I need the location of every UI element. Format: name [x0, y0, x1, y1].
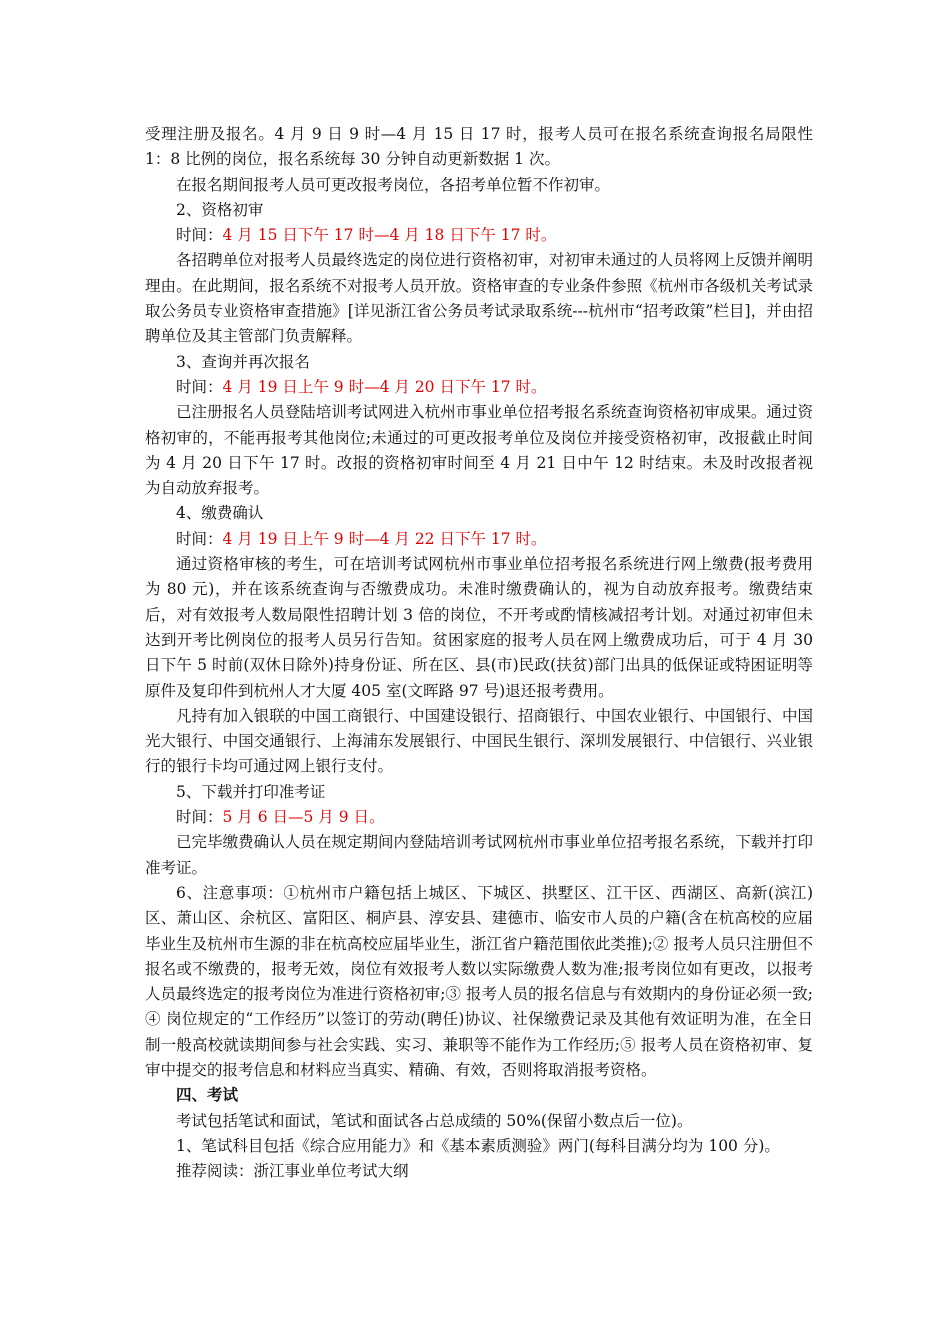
paragraph-recommended-reading: 推荐阅读：浙江事业单位考试大纲: [176, 1162, 409, 1181]
heading-query-reapply: 3、查询并再次报名: [176, 352, 310, 371]
heading-payment: 4、缴费确认: [176, 504, 264, 523]
time-label: 时间：: [176, 529, 223, 548]
paragraph-change-post: 在报名期间报考人员可更改报考岗位，各招考单位暂不作初审。: [176, 175, 611, 194]
paragraph-exam-composition: 考试包括笔试和面试，笔试和面试各占总成绩的 50%(保留小数点后一位)。: [176, 1111, 693, 1130]
paragraph-notes: 6、注意事项：①杭州市户籍包括上城区、下城区、拱墅区、江干区、西湖区、高新(滨江)区、萧山区、余杭区、富阳区、桐庐县、淳安县、建德市、临安市人员的户籍(含在杭高校的应届毕业生及杭州市生源的非在杭高校应届毕业生，浙江省户籍范围依此类推);② 报考人员只注册但不报名或不缴费的，报考无效，岗位有效报考人数以实际缴费人数为准;报考岗位如有更改，以报考人员最终选定的报考岗位为准进行资格初审;③ 报考人员的报名信息与有效期内的身份证必须一致;④ 岗位规定的“工作经历”以签订的劳动(聘任)协议、社保缴费记录及其他有效证明为准，在全日制一般高校就读期间参与社会实践、实习、兼职等不能作为工作经历;⑤ 报考人员在资格初审、复审中提交的报考信息和材料应当真实、精确、有效，否则将取消报考资格。: [145, 883, 813, 1079]
section-heading-exam: 四、考试: [176, 1086, 239, 1105]
time-admission-ticket: [145, 805, 813, 830]
time-value: 4 月 15 日下午 17 时—4 月 18 日下午 17 时。: [222, 226, 557, 245]
paragraph-payment-details: 通过资格审核的考生，可在培训考试网杭州市事业单位招考报名系统进行网上缴费(报考费用为 80 元)，并在该系统查询与否缴费成功。未准时缴费确认的，视为自动放弃报考。缴费结束后，对有效报考人数局限性招聘计划 3 倍的岗位，不开考或酌情核减招考计划。对通过初审但未达到开考比例岗位的报考人员另行告知。贫困家庭的报考人员在网上缴费成功后，可于 4 月 30 日下午 5 时前(双休日除外)持身份证、所在区、县(市)民政(扶贫)部门出具的低保证或特困证明等原件及复印件到杭州人才大厦 405 室(文晖路 97 号)退还报考费用。: [145, 555, 813, 700]
time-value: 4 月 19 日上午 9 时—4 月 20 日下午 17 时。: [222, 377, 547, 396]
paragraph-ticket-details: 已完毕缴费确认人员在规定期间内登陆培训考试网杭州市事业单位招考报名系统，下载并打印准考证。: [145, 833, 813, 877]
paragraph-written-subjects: 1、笔试科目包括《综合应用能力》和《基本素质测验》两门(每科目满分均为 100 分)。: [176, 1136, 780, 1155]
time-label: 时间：: [176, 808, 223, 827]
paragraph-query-details: 已注册报名人员登陆培训考试网进入杭州市事业单位招考报名系统查询资格初审成果。通过资格初审的，不能再报考其他岗位;未通过的可更改报考单位及岗位并接受资格初审，改报截止时间为 4 月 20 日下午 17 时。改报的资格初审时间至 4 月 21 日中午 12 时结束。未及时改报者视为自动放弃报考。: [145, 403, 813, 498]
time-query-reapply: [145, 375, 813, 400]
document-page: [145, 122, 813, 1184]
heading-admission-ticket: 5、下载并打印准考证: [176, 782, 326, 801]
paragraph-registration: 受理注册及报名。4 月 9 日 9 时—4 月 15 日 17 时，报考人员可在报名系统查询报名局限性 1：8 比例的岗位，报名系统每 30 分钟自动更新数据 1 次。: [145, 125, 813, 169]
time-label: 时间：: [176, 377, 223, 396]
time-label: 时间：: [176, 226, 223, 245]
heading-qualification-review: 2、资格初审: [176, 200, 264, 219]
paragraph-banks: 凡持有加入银联的中国工商银行、中国建设银行、招商银行、中国农业银行、中国银行、中国光大银行、中国交通银行、上海浦东发展银行、中国民生银行、深圳发展银行、中信银行、兴业银行的银行卡均可通过网上银行支付。: [145, 706, 813, 776]
time-value: 4 月 19 日上午 9 时—4 月 22 日下午 17 时。: [222, 529, 547, 548]
time-payment: [145, 527, 813, 552]
time-qualification-review: [145, 223, 813, 248]
time-value: 5 月 6 日—5 月 9 日。: [222, 808, 385, 827]
paragraph-review-details: 各招聘单位对报考人员最终选定的岗位进行资格初审，对初审未通过的人员将网上反馈并阐明理由。在此期间，报名系统不对报考人员开放。资格审查的专业条件参照《杭州市各级机关考试录取公务员专业资格审查措施》[详见浙江省公务员考试录取系统---杭州市“招考政策”栏目]，并由招聘单位及其主管部门负责解释。: [145, 251, 813, 346]
